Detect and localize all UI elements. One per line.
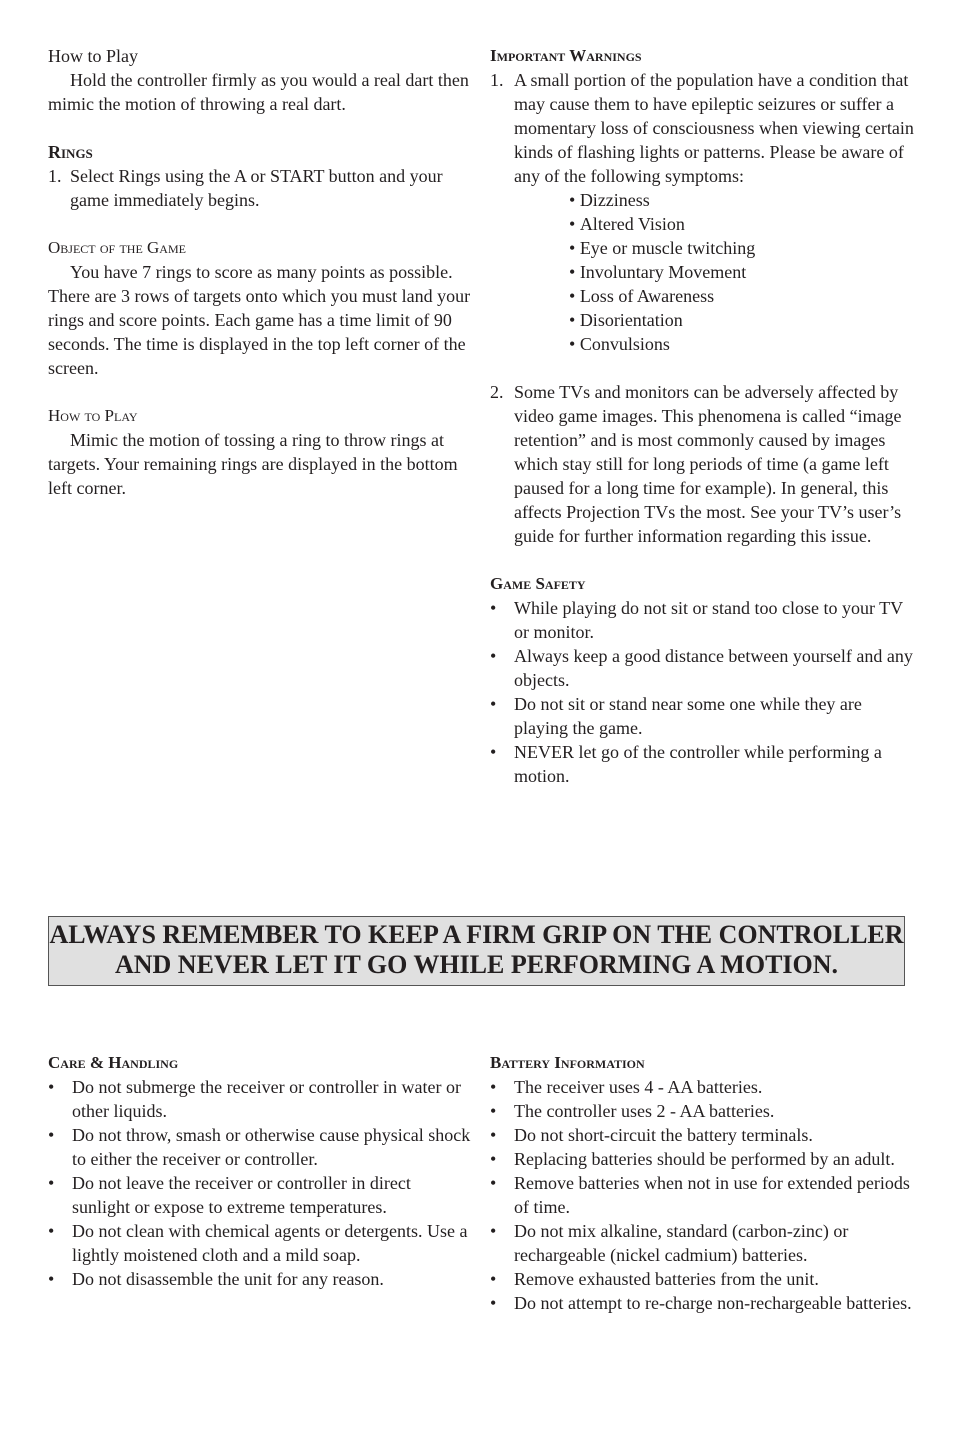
bullet: •	[490, 598, 497, 618]
bullet: •	[490, 742, 497, 762]
warning-2-text: Some TVs and monitors can be adversely affected by video game images. This phenomena is called “image retention” and is most commonly caused by images which stay still for long periods of time (a game left paused for a long time for example). In general, this affects Projection TVs the most. See your TV’s user’s guide for further information regarding this issue.	[514, 382, 902, 546]
symptom-item: • Eye or muscle twitching	[569, 236, 915, 260]
warning-1-number: 1.	[490, 70, 504, 90]
care-item-text: Do not submerge the receiver or controller in water or other liquids.	[72, 1077, 462, 1121]
safety-item-text: While playing do not sit or stand too close to your TV or monitor.	[514, 598, 903, 642]
safety-item-text: NEVER let go of the controller while performing a motion.	[514, 742, 882, 786]
bullet: •	[48, 1077, 55, 1097]
darts-how-to-play-text: Hold the controller firmly as you would a real dart then mimic the motion of throwing a real dart.	[48, 70, 469, 114]
bullet: •	[490, 1101, 497, 1121]
battery-item	[490, 1147, 915, 1171]
right-top-column	[490, 44, 915, 788]
bullet: •	[490, 1173, 497, 1193]
bullet: •	[490, 646, 497, 666]
symptom-list	[569, 188, 915, 356]
care-item	[48, 1123, 473, 1171]
bullet: •	[490, 694, 497, 714]
symptom-item: • Convulsions	[569, 332, 915, 356]
care-item	[48, 1171, 473, 1219]
darts-how-to-play-heading: How to Play	[48, 46, 138, 66]
symptom-item: • Disorientation	[569, 308, 915, 332]
object-text: You have 7 rings to score as many points as possible. There are 3 rows of targets onto which you must land your rings and score points. Each game has a time limit of 90 seconds. The time is displayed in the top left corner of the screen.	[48, 262, 471, 378]
bullet: •	[48, 1125, 55, 1145]
battery-item	[490, 1219, 915, 1267]
warning-2-number: 2.	[490, 382, 504, 402]
banner-line-2: AND NEVER LET IT GO WHILE PERFORMING A MOTION.	[114, 950, 839, 979]
rings-step	[48, 164, 473, 212]
care-item	[48, 1267, 473, 1291]
banner-line-1: ALWAYS REMEMBER TO KEEP A FIRM GRIP ON THE CONTROLLER	[49, 920, 904, 949]
battery-item	[490, 1123, 915, 1147]
safety-item	[490, 740, 915, 788]
safety-item	[490, 692, 915, 740]
bullet: •	[48, 1221, 55, 1241]
care-item-text: Do not leave the receiver or controller in direct sunlight or expose to extreme temperatures.	[72, 1173, 411, 1217]
safety-item-text: Do not sit or stand near some one while they are playing the game.	[514, 694, 862, 738]
battery-item-text: Replacing batteries should be performed by an adult.	[514, 1149, 895, 1169]
battery-information-section	[490, 1051, 915, 1315]
bullet: •	[490, 1293, 497, 1313]
symptom-item: • Dizziness	[569, 188, 915, 212]
bullet: •	[490, 1125, 497, 1145]
bullet: •	[490, 1149, 497, 1169]
safety-item	[490, 644, 915, 692]
battery-item-text: Do not attempt to re-charge non-rechargeable batteries.	[514, 1293, 912, 1313]
care-item-text: Do not throw, smash or otherwise cause physical shock to either the receiver or controller.	[72, 1125, 471, 1169]
symptom-item: • Loss of Awareness	[569, 284, 915, 308]
symptom-item: • Involuntary Movement	[569, 260, 915, 284]
care-item-text: Do not disassemble the unit for any reason.	[72, 1269, 384, 1289]
bullet: •	[490, 1221, 497, 1241]
battery-item	[490, 1075, 915, 1099]
battery-heading: Battery Information	[490, 1053, 645, 1072]
how-to-play-heading: How to Play	[48, 406, 138, 425]
warnings-heading: Important Warnings	[490, 46, 642, 65]
bullet: •	[48, 1269, 55, 1289]
warning-1-text: A small portion of the population have a condition that may cause them to have epileptic seizures or suffer a momentary loss of consciousness when viewing certain kinds of flashing lights or patterns. Please be aware of any of the following symptoms:	[514, 70, 914, 186]
warning-1	[490, 68, 915, 188]
battery-item-text: Do not short-circuit the battery terminals.	[514, 1125, 813, 1145]
battery-item	[490, 1267, 915, 1291]
how-to-play-text: Mimic the motion of tossing a ring to throw rings at targets. Your remaining rings are displayed in the bottom left corner.	[48, 430, 458, 498]
battery-item	[490, 1099, 915, 1123]
game-safety-heading: Game Safety	[490, 574, 586, 593]
rings-heading: Rings	[48, 142, 93, 162]
left-top-column	[48, 44, 473, 500]
battery-item-text: Remove exhausted batteries from the unit.	[514, 1269, 819, 1289]
rings-step-number: 1.	[48, 166, 62, 186]
battery-item-text: Remove batteries when not in use for extended periods of time.	[514, 1173, 910, 1217]
rings-step-text: Select Rings using the A or START button and your game immediately begins.	[70, 166, 443, 210]
warning-2	[490, 380, 915, 548]
bullet: •	[490, 1077, 497, 1097]
safety-item-text: Always keep a good distance between yourself and any objects.	[514, 646, 913, 690]
grip-warning-banner	[48, 916, 905, 986]
object-heading: Object of the Game	[48, 238, 186, 257]
bullet: •	[490, 1269, 497, 1289]
care-handling-section	[48, 1051, 473, 1291]
battery-item	[490, 1171, 915, 1219]
care-item-text: Do not clean with chemical agents or detergents. Use a lightly moistened cloth and a mild soap.	[72, 1221, 468, 1265]
bullet: •	[48, 1173, 55, 1193]
battery-item-text: The controller uses 2 - AA batteries.	[514, 1101, 775, 1121]
safety-item	[490, 596, 915, 644]
battery-item-text: Do not mix alkaline, standard (carbon-zinc) or rechargeable (nickel cadmium) batteries.	[514, 1221, 849, 1265]
care-heading: Care & Handling	[48, 1053, 179, 1072]
symptom-item: • Altered Vision	[569, 212, 915, 236]
care-item	[48, 1219, 473, 1267]
care-item	[48, 1075, 473, 1123]
battery-item-text: The receiver uses 4 - AA batteries.	[514, 1077, 763, 1097]
battery-item	[490, 1291, 915, 1315]
